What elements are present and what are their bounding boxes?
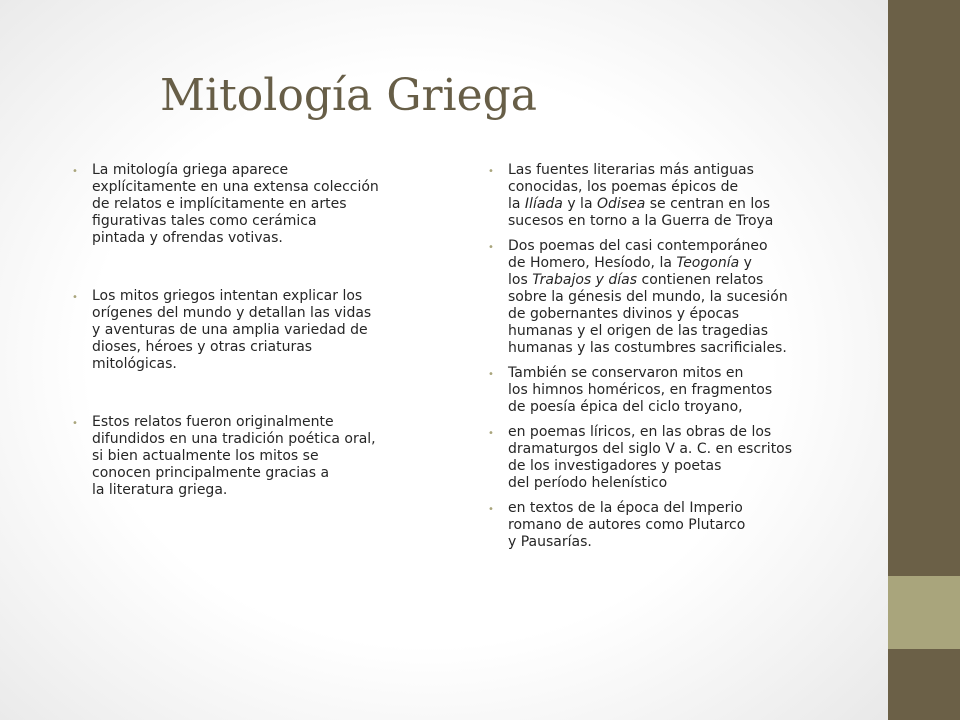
bullet-icon: • bbox=[488, 369, 494, 380]
bullet-line: en textos de la época del Imperio bbox=[508, 500, 743, 516]
bullet-line: los himnos homéricos, en fragmentos bbox=[508, 382, 773, 398]
bullet-item bbox=[488, 238, 848, 357]
bullet-line: conocidas, los poemas épicos de bbox=[508, 179, 739, 195]
bullet-item bbox=[488, 424, 848, 492]
bullet-item bbox=[488, 500, 848, 551]
side-bar-accent bbox=[888, 576, 960, 649]
bullet-line: mitológicas. bbox=[92, 356, 177, 372]
bullet-item bbox=[72, 162, 432, 247]
bullet-line: pintada y ofrendas votivas. bbox=[92, 230, 283, 246]
bullet-icon: • bbox=[488, 166, 494, 177]
bullet-line: la literatura griega. bbox=[92, 482, 228, 498]
bullet-line: sobre la génesis del mundo, la sucesión bbox=[508, 289, 788, 305]
bullet-line: Dos poemas del casi contemporáneo bbox=[508, 238, 768, 254]
bullet-line: difundidos en una tradición poética oral, bbox=[92, 431, 376, 447]
bullet-line: explícitamente en una extensa colección bbox=[92, 179, 379, 195]
bullet-line: de poesía épica del ciclo troyano, bbox=[508, 399, 743, 415]
bullet-line: y aventuras de una amplia variedad de bbox=[92, 322, 368, 338]
bullet-line: si bien actualmente los mitos se bbox=[92, 448, 319, 464]
bullet-icon: • bbox=[488, 242, 494, 253]
right-column bbox=[488, 162, 848, 559]
bullet-line: y Pausarías. bbox=[508, 534, 592, 550]
bullet-icon: • bbox=[488, 504, 494, 515]
bullet-line: los Trabajos y días contienen relatos bbox=[508, 272, 764, 288]
bullet-item bbox=[72, 414, 432, 499]
bullet-line: dramaturgos del siglo V a. C. en escritos bbox=[508, 441, 793, 457]
bullet-line: figurativas tales como cerámica bbox=[92, 213, 317, 229]
bullet-line: de gobernantes divinos y épocas bbox=[508, 306, 740, 322]
bullet-line: la Ilíada y la Odisea se centran en los bbox=[508, 196, 771, 212]
bullet-line: Estos relatos fueron originalmente bbox=[92, 414, 334, 430]
bullet-line: de los investigadores y poetas bbox=[508, 458, 722, 474]
bullet-icon: • bbox=[72, 418, 78, 429]
bullet-icon: • bbox=[488, 428, 494, 439]
bullet-line: Los mitos griegos intentan explicar los bbox=[92, 288, 363, 304]
bullet-icon: • bbox=[72, 166, 78, 177]
bullet-line: romano de autores como Plutarco bbox=[508, 517, 746, 533]
bullet-line: sucesos en torno a la Guerra de Troya bbox=[508, 213, 774, 229]
bullet-line: orígenes del mundo y detallan las vidas bbox=[92, 305, 372, 321]
side-bar-bottom bbox=[888, 649, 960, 720]
slide-title: Mitología Griega bbox=[160, 70, 538, 121]
bullet-line: humanas y las costumbres sacrificiales. bbox=[508, 340, 787, 356]
bullet-icon: • bbox=[72, 292, 78, 303]
bullet-line: dioses, héroes y otras criaturas bbox=[92, 339, 313, 355]
bullet-line: La mitología griega aparece bbox=[92, 162, 289, 178]
bullet-line: de Homero, Hesíodo, la Teogonía y bbox=[508, 255, 752, 271]
bullet-line: conocen principalmente gracias a bbox=[92, 465, 330, 481]
bullet-line: de relatos e implícitamente en artes bbox=[92, 196, 347, 212]
bullet-item bbox=[72, 288, 432, 373]
bullet-item bbox=[488, 162, 848, 230]
bullet-line: en poemas líricos, en las obras de los bbox=[508, 424, 772, 440]
side-bar-top bbox=[888, 0, 960, 576]
bullet-item bbox=[488, 365, 848, 416]
bullet-line: Las fuentes literarias más antiguas bbox=[508, 162, 754, 178]
bullet-line: del período helenístico bbox=[508, 475, 668, 491]
bullet-line: También se conservaron mitos en bbox=[508, 365, 744, 381]
bullet-line: humanas y el origen de las tragedias bbox=[508, 323, 769, 339]
left-column bbox=[72, 162, 432, 540]
